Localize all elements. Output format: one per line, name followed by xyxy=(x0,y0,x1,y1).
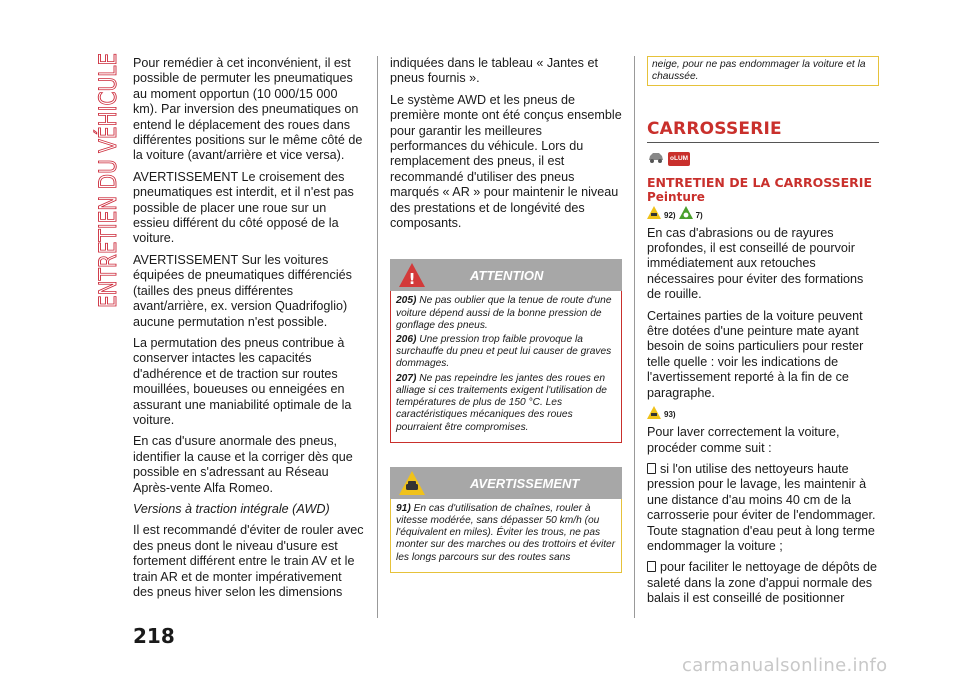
bullet-item xyxy=(647,560,879,606)
warning-text: Ne pas oublier que la tenue de route d'une voiture dépend aussi de la bonne pression de gonflage des pneus. xyxy=(396,295,612,331)
section-icons xyxy=(647,149,879,169)
warning-item xyxy=(396,334,616,371)
bullet-text: pour faciliter le nettoyage de dépôts de saleté dans la zone d'appui normale des balais il est conseillé de positionner xyxy=(647,560,878,606)
page-number: 218 xyxy=(133,624,175,648)
warning-item xyxy=(396,295,616,332)
column-1 xyxy=(133,56,365,606)
warning-ref: 92) xyxy=(664,210,676,220)
car-warning-icon xyxy=(647,406,661,424)
paragraph: indiquées dans le tableau « Jantes et pneus fournis ». xyxy=(390,56,598,86)
column-2 xyxy=(390,56,622,573)
checkbox-bullet-icon xyxy=(647,463,656,474)
warning-number: 206) xyxy=(396,334,417,346)
column-3 xyxy=(647,56,879,613)
paragraph: La permutation des pneus contribue à conserver intactes les capacités d'adhérence et de traction sur routes mouillées, boueuses ou enneigées en assurant une maniabilité optimale de la voiture. xyxy=(133,335,352,427)
warning-text: Une pression trop faible provoque la surchauffe du pneu et peut lui causer de graves dommages. xyxy=(396,334,612,370)
checkbox-bullet-icon xyxy=(647,561,656,572)
warning-number: 207) xyxy=(396,372,417,384)
paragraph: En cas d'usure anormale des pneus, identifier la cause et la corriger dès que possible en s'adressant au Réseau Après-vente Alfa Romeo. xyxy=(133,434,353,495)
paragraph: Pour remédier à cet inconvénient, il est possible de permuter les pneumatiques au moment opportun (10 000/15 000 km). Par inversion des pneumatiques on entend le déplacement des roues dans différentes positions sur le même côté de la voiture (avant/arrière et vice versa). xyxy=(133,56,363,163)
svg-text:!: ! xyxy=(408,270,416,289)
paragraph: Le système AWD et les pneus de première monte ont été conçus ensemble pour garantir les meilleures performances du véhicule. Lors du remplacement des pneus, il est recommandé d'utiliser des pneus marqués « AR » pour maintenir le niveau des prestations et de longévité des composants. xyxy=(390,92,622,231)
paragraph: AVERTISSEMENT Sur les voitures équipées de pneumatiques différenciés (tailles des pneus différentes avant/arrière, ex. version Quadrifoglio) aucune permutation n'est possible. xyxy=(133,252,352,329)
car-icon xyxy=(647,151,665,167)
avertissement-panel-header xyxy=(390,467,622,499)
continued-note: neige, pour ne pas endommager la voiture et la chaussée. xyxy=(647,56,879,86)
paragraph: AVERTISSEMENT Le croisement des pneumatiques est interdit, et il n'est pas possible de placer une roue sur un essieu différent du côté opposé de la voiture. xyxy=(133,169,354,246)
attention-panel-header xyxy=(390,259,622,291)
attention-title: ATTENTION xyxy=(470,268,544,284)
sidebar-title-text: ENTRETIEN DU VÉHICULE xyxy=(94,50,122,308)
paragraph: Il est recommandé d'éviter de rouler avec des pneus dont le niveau d'usure est fortement différent entre le train AV et le train AR et de monter impérativement des pneus hiver selon les dimensions xyxy=(133,523,364,599)
warning-text: Ne pas repeindre les jantes des roues en alliage si ces traitements exigent l'utilisation de températures de plus de 150 °C. Les caractéristiques mécaniques des roues pourraient être compromises. xyxy=(396,372,607,433)
section-rule xyxy=(647,142,879,143)
bullet-item xyxy=(647,462,879,554)
reference-line xyxy=(647,407,879,423)
subsection-title: ENTRETIEN DE LA CARROSSERIE xyxy=(647,174,872,190)
leaf-icon xyxy=(679,206,693,224)
column-divider xyxy=(634,56,635,618)
subsection-subtitle: Peinture xyxy=(647,190,705,205)
subsection-heading: Versions à traction intégrale (AWD) xyxy=(133,501,330,516)
warning-text: En cas d'utilisation de chaînes, rouler à vitesse modérée, sans dépasser 50 km/h (ou l'équivalent en miles). Éviter les trous, ne pas monter sur des marches ou des trottoirs et éviter les longs parcours sur des routes sans xyxy=(396,502,616,563)
badge-icon: oLUM xyxy=(668,152,690,166)
avertissement-panel-body xyxy=(390,499,622,573)
avertissement-title: AVERTISSEMENT xyxy=(470,475,580,491)
warning-number: 205) xyxy=(396,295,417,307)
attention-panel-body xyxy=(390,291,622,442)
car-warning-icon xyxy=(398,470,426,500)
warning-ref: 93) xyxy=(664,410,676,420)
warning-item xyxy=(396,503,616,564)
watermark: carmanualsonline.info xyxy=(682,655,888,676)
paragraph: En cas d'abrasions ou de rayures profondes, il est conseillé de pourvoir immédiatement aux retouches nécessaires pour éviter des formations de rouille. xyxy=(647,225,864,302)
warning-item xyxy=(396,373,616,434)
reference-line xyxy=(647,208,879,224)
column-divider xyxy=(377,56,378,618)
paragraph: Certaines parties de la voiture peuvent être dotées d'une peinture mate ayant besoin de soins particuliers pour rester telle quelle : voir les indications de l'avertissement reporté à la fin de ce paragraphe. xyxy=(647,308,864,400)
danger-triangle-icon xyxy=(398,262,426,292)
warning-number: 91) xyxy=(396,502,411,514)
bullet-text: si l'on utilise des nettoyeurs haute pression pour le lavage, les maintenir à une distance d'au moins 40 cm de la carrosserie pour éviter de l'endommager. Toute stagnation d'eau peut à long terme endommager la voiture ; xyxy=(647,461,876,553)
sidebar-chapter-title xyxy=(86,50,126,310)
environment-ref: 7) xyxy=(695,210,703,220)
car-warning-icon xyxy=(647,206,661,224)
paragraph: Pour laver correctement la voiture, procéder comme suit : xyxy=(647,425,840,455)
section-title: CARROSSERIE xyxy=(647,119,782,140)
